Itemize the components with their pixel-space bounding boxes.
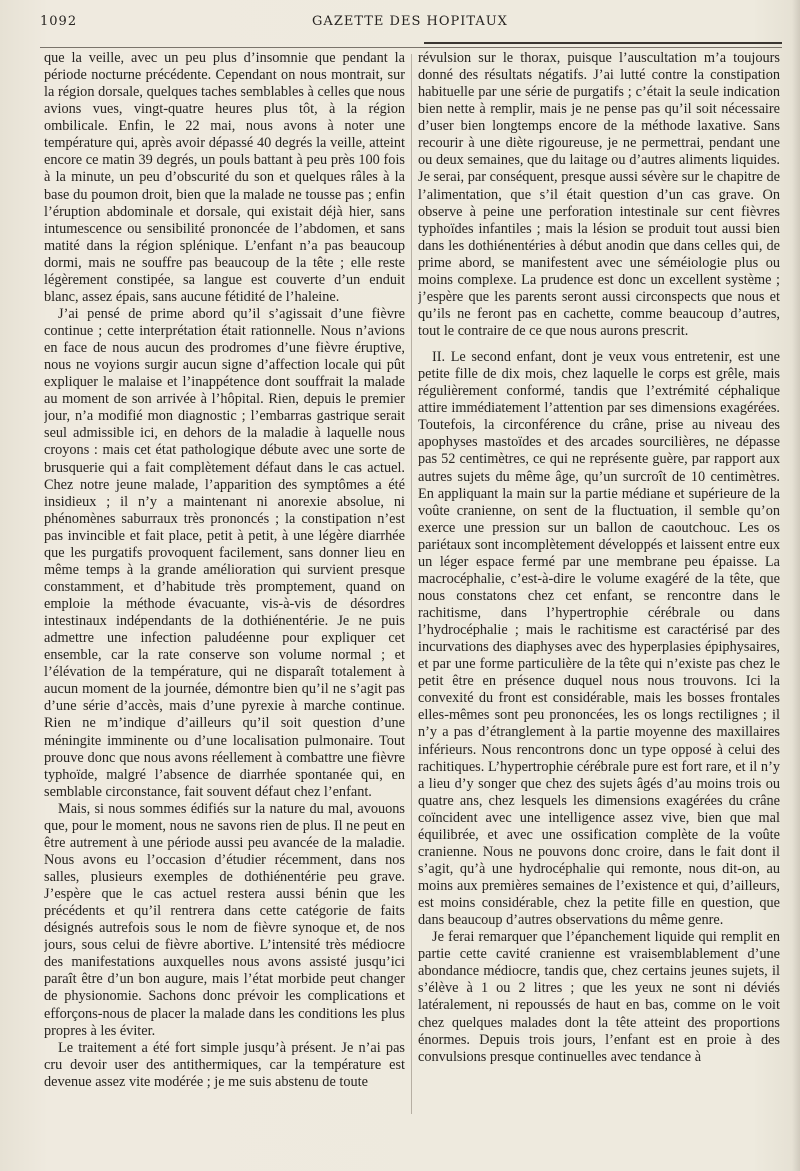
right-column — [418, 50, 780, 1110]
paragraph: révulsion sur le thorax, puisque l’auscultation m’a toujours donné des résultats négatifs. J’ai lutté contre la constipation habituelle par une série de purgatifs ; c’était la seule indication bien nette à remplir, mais je ne pense pas qu’il soit nécessaire d’user bien longtemps encore de la méthode laxative. Sans recourir à une diète rigoureuse, je ne permettrai, pendant une ou deux semaines, que du laitage ou d’autres aliments liquides. Je serai, par conséquent, presque aussi sévère sur le chapitre de l’alimentation, que s’il était question d’un cas grave. On observe à peine une perforation intestinale sur cent fièvres typhoïdes infantiles ; mais la lésion se produit tout aussi bien dans les dothiénentéries à début anodin que dans celles qui, de prime abord, se manifestent avec une séméiologie plus ou moins complexe. La prudence est donc un excellent système ; j’espère que les parents seront aussi circonspects que nous et qu’ils ne feront pas en cachette, comme beaucoup d’autres, tout le contraire de ce que nous aurons prescrit. — [418, 50, 780, 339]
paragraph: Mais, si nous sommes édifiés sur la nature du mal, avouons que, pour le moment, nous ne savons rien de plus. Il ne peut en être autrement à une période aussi peu avancée de la maladie. Nous avons eu l’occasion d’étudier récemment, dans nos salles, plusieurs exemples de dothiénentérie peu grave. J’espère que le cas actuel restera aussi bénin que les précédents et qu’il rentrera dans cette catégorie de faits désignés autrefois sous le nom de fièvre synoque et, de nos jours, sous celui de fièvre abortive. L’intensité très médiocre des manifestations auxquelles nous avons assisté jusqu’ici paraît être d’un bon augure, mais l’état morbide peut changer de physionomie. Sachons donc prévoir les complications et efforçons-nous de placer la malade dans les conditions les plus propres à les éviter. — [44, 800, 405, 1039]
paragraph: J’ai pensé de prime abord qu’il s’agissait d’une fièvre continue ; cette interprétation était rationnelle. Nous n’avions en face de nous aucun des prodromes d’une fièvre éruptive, nous ne voyions surgir aucun signe d’affection locale qui pût expliquer le malaise et l’inappétence dont souffrait la malade au moment de son arrivée à l’hôpital. Rien, depuis le premier jour, n’a modifié mon diagnostic ; l’embarras gastrique serait seul admissible ici, en dehors de la maladie à laquelle nous croyons : mais cet état pathologique débute avec une sorte de brusquerie qui a fait complètement défaut dans le cas actuel. Chez notre jeune malade, l’apparition des symptômes a été insidieux ; il n’y a maintenant ni anorexie absolue, ni phénomènes saburraux très prononcés ; la constipation n’est pas invincible et fait place, petit à petit, à une légère diarrhée que les purgatifs provoquent facilement, sans donner lieu en même temps à la grande amélioration qui survient presque constamment, et d’habitude très promptement, quand on emploie la méthode évacuante, vis-à-vis de désordres intestinaux indépendants de la dothiénentérie. Je ne puis admettre une infection paludéenne pour expliquer cet ensemble, car la rate conserve son volume normal ; et l’élévation de la température, qui ne disparaît totalement à aucun moment de la journée, démontre bien qu’il ne s’agit pas d’une série d’accès, mais d’une pyrexie à marche continue. Rien ne m’indique d’ailleurs qu’il soit question d’une méningite imminente ou d’une localisation pulmonaire. Tout prouve donc que nous avons réellement à combattre une fièvre typhoïde, malgré l’absence de diarrhée spontanée qui, en semblable circonstance, fait souvent défaut chez l’enfant. — [44, 305, 405, 800]
paragraph: que la veille, avec un peu plus d’insomnie que pendant la période nocturne précédente. Cependant on nous montrait, sur la région dorsale, quelques taches semblables à celles que nous avions vues, vingt-quatre heures plus tôt, à la région ombilicale. Enfin, le 22 mai, nous avons à noter une température qui, après avoir dépassé 40 degrés la veille, atteint encore ce matin 39 degrés, un pouls battant à peu près 100 fois à la minute, un peu d’obscurité du son et quelques râles à la base du poumon droit, bien que la malade ne tousse pas ; enfin l’éruption abdominale et dorsale, qui existait déjà hier, sans intumescence ou sensibilité prononcée de l’abdomen, et sans matité dans la région splénique. L’enfant n’a pas beaucoup dormi, mais ne souffre pas beaucoup de la tête ; elle reste légèrement constipée, sa langue est couverte d’un enduit blanc, assez épais, sans aucune fétidité de l’haleine. — [44, 50, 405, 305]
left-column — [44, 50, 405, 1110]
header-rule-thick — [424, 42, 782, 44]
page-number: 1092 — [40, 14, 78, 29]
page-header — [40, 14, 780, 34]
column-divider — [411, 54, 412, 1114]
paragraph: Le traitement a été fort simple jusqu’à présent. Je n’ai pas cru devoir user des antithermiques, car la température est devenue assez vite modérée ; je me suis abstenu de toute — [44, 1039, 405, 1090]
section-paragraph: II. Le second enfant, dont je veux vous entretenir, est une petite fille de dix mois, chez laquelle le corps est grêle, mais régulièrement conformé, tandis que l’extrémité céphalique attire immédiatement l’attention par ses dimensions exagérées. Toutefois, la circonférence du crâne, prise au niveau des apophyses mastoïdes et des arcades sourcilières, ne dépasse pas 52 centimètres, ce qui ne représente guère, par rapport aux autres sujets du même âge, qu’un surcroît de 10 centimètres. En appliquant la main sur la partie médiane et supérieure de la voûte cranienne, on sent de la fluctuation, il semble qu’on exerce une pression sur un ballon de caoutchouc. Les os pariétaux sont incomplètement développés et laissent entre eux un léger espace fermé par une membrane peu épaisse. La macrocéphalie, c’est-à-dire le volume exagéré de la tête, que nous constatons chez cet enfant, se rencontre dans le rachitisme, dans l’hypertrophie cérébrale ou dans l’hydrocéphalie ; mais le rachitisme est caractérisé par des incurvations des diaphyses avec des hyperplasies épiphysaires, et par une forme particulière de la tête qui n’existe pas chez le petit être en présence duquel nous nous trouvons. Ici la convexité du front est considérable, mais les bosses frontales elles-mêmes sont peu prononcées, les os longs rectilignes ; il n’y a pas d’étranglement à la partie moyenne des maxillaires inférieurs. Nous rencontrons donc un type opposé à celui des rachitiques. L’hypertrophie cérébrale pure est fort rare, et il n’y a lieu d’y songer que chez des sujets âgés d’au moins trois ou quatre ans, chez lesquels les dimensions exagérées du crâne coïncident avec une intelligence assez vive, bien que mal équilibrée, et avec une ossification complète de la voûte cranienne. Nous ne pouvons donc croire, dans le fait dont il s’agit, qu’à une hydrocéphalie qui remonte, nous dit-on, au moins aux premières semaines de l’existence et qui, d’ailleurs, est moins considérable, chez la petite fille en question, que dans beaucoup d’autres observations du même genre. — [418, 349, 780, 929]
paragraph: Je ferai remarquer que l’épanchement liquide qui remplit en partie cette cavité cranienne est vraisemblablement d’une abondance médiocre, tandis que, chez certains jeunes sujets, il s’élève à 1 ou 2 litres ; que les yeux ne sont ni déviés latéralement, ni repoussés de haut en bas, comme on le voit chez quelques malades dont la tête atteint des proportions énormes. Depuis trois jours, l’enfant est en proie à des convulsions presque continuelles avec tendance à — [418, 929, 780, 1065]
journal-title: GAZETTE DES HOPITAUX — [312, 14, 508, 29]
page-edge-shadow — [792, 0, 800, 1171]
header-rule-thin — [40, 47, 782, 48]
